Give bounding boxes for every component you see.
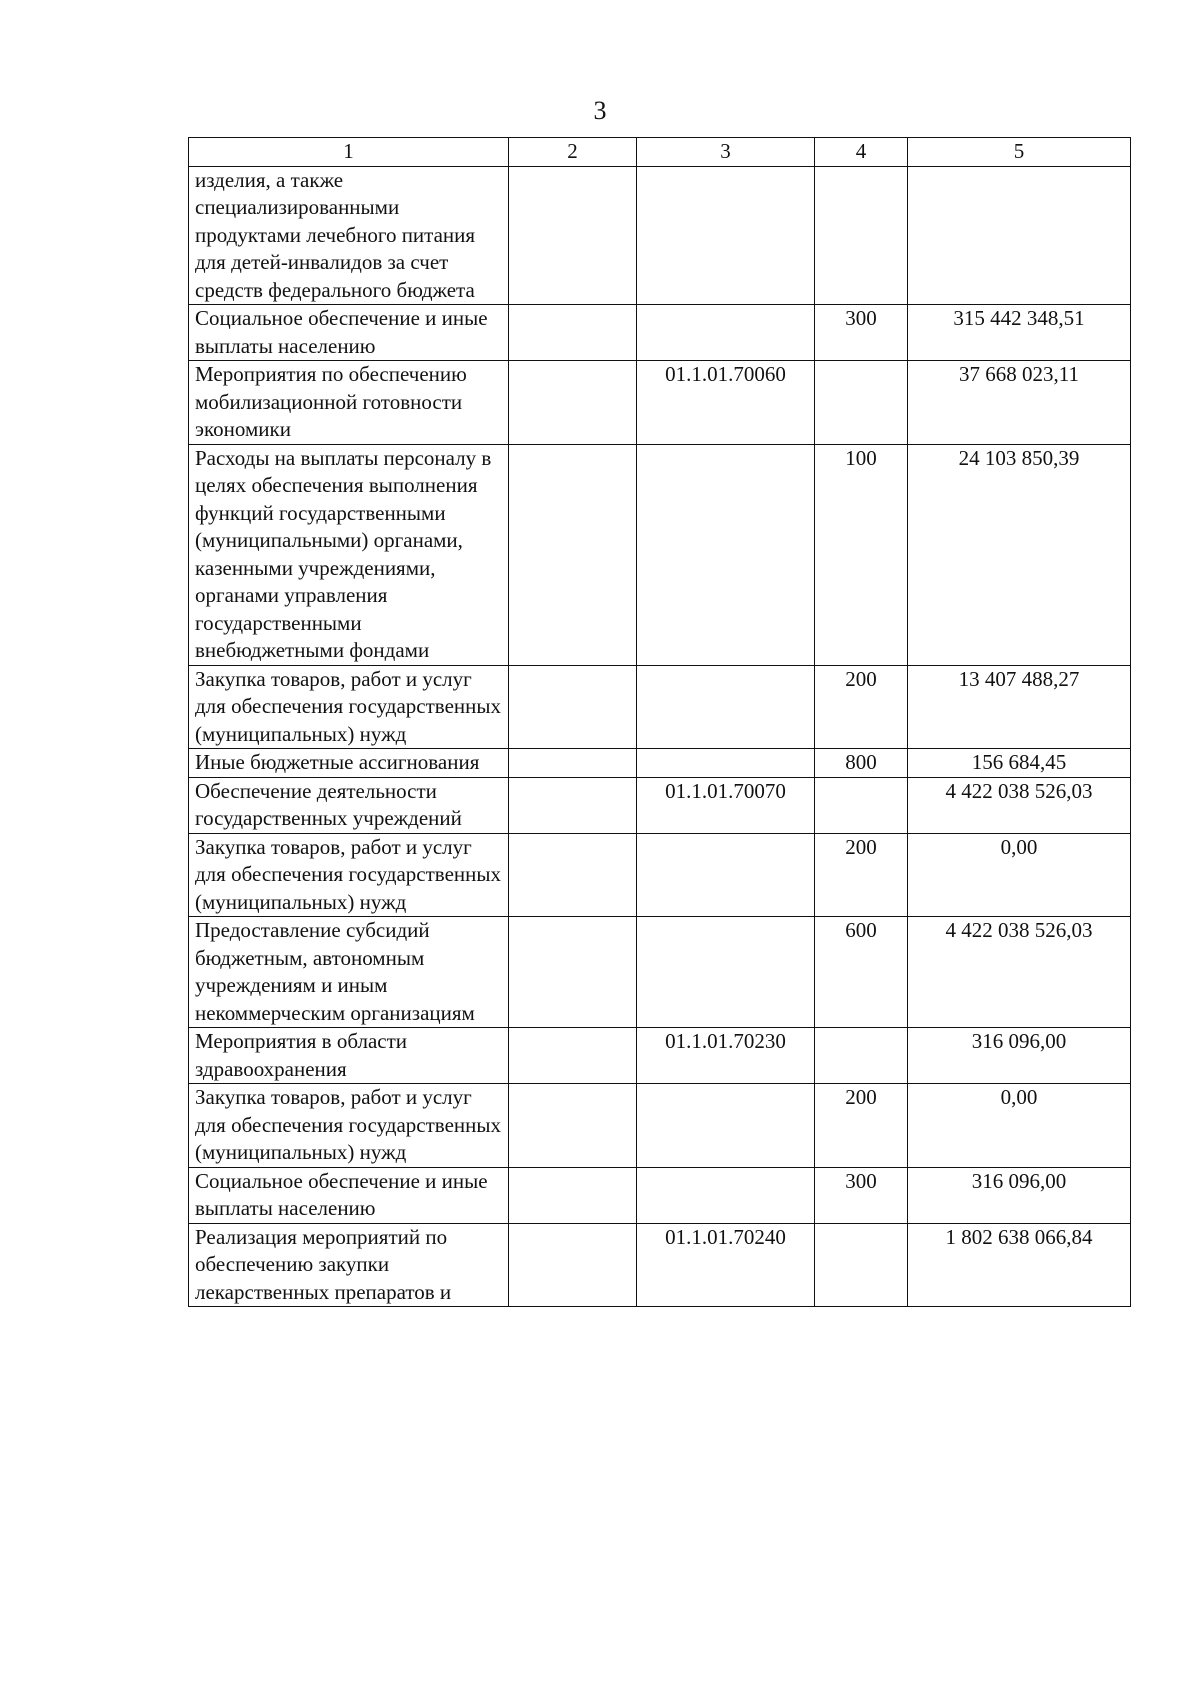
- row-amount-cell: 4 422 038 526,03: [908, 777, 1131, 833]
- row-code-cell: 01.1.01.70060: [637, 361, 815, 445]
- row-name-cell: Закупка товаров, работ и услуг для обеспечения государственных (муниципальных) нужд: [189, 833, 509, 917]
- row-name-cell: изделия, а также специализированными продуктами лечебного питания для детей-инвалидов за счет средств федерального бюджета: [189, 166, 509, 305]
- table-header: [189, 138, 1131, 167]
- row-amount-cell: 37 668 023,11: [908, 361, 1131, 445]
- row-amount-cell: 1 802 638 066,84: [908, 1223, 1131, 1307]
- row-name-cell: Социальное обеспечение и иные выплаты населению: [189, 305, 509, 361]
- row-name-cell: Обеспечение деятельности государственных учреждений: [189, 777, 509, 833]
- row-amount-cell: [908, 166, 1131, 305]
- row-name-cell: Предоставление субсидий бюджетным, автономным учреждениям и иным некоммерческим организациям: [189, 917, 509, 1028]
- row-type-cell: 300: [815, 1167, 908, 1223]
- row-type-cell: 300: [815, 305, 908, 361]
- row-type-cell: 800: [815, 749, 908, 778]
- row-col2-cell: [509, 1084, 637, 1168]
- table-row: [189, 305, 1131, 361]
- row-code-cell: [637, 444, 815, 665]
- row-code-cell: [637, 833, 815, 917]
- row-code-cell: [637, 749, 815, 778]
- row-col2-cell: [509, 917, 637, 1028]
- row-type-cell: [815, 777, 908, 833]
- row-amount-cell: 316 096,00: [908, 1028, 1131, 1084]
- row-col2-cell: [509, 1028, 637, 1084]
- row-col2-cell: [509, 1223, 637, 1307]
- table-row: [189, 833, 1131, 917]
- table-row: [189, 166, 1131, 305]
- row-code-cell: [637, 305, 815, 361]
- row-name-cell: Закупка товаров, работ и услуг для обеспечения государственных (муниципальных) нужд: [189, 1084, 509, 1168]
- row-col2-cell: [509, 665, 637, 749]
- row-name-cell: Социальное обеспечение и иные выплаты населению: [189, 1167, 509, 1223]
- table-row: [189, 444, 1131, 665]
- row-amount-cell: 315 442 348,51: [908, 305, 1131, 361]
- table-row: [189, 1167, 1131, 1223]
- table-row: [189, 749, 1131, 778]
- column-header-4: 4: [815, 138, 908, 167]
- page-number: 3: [593, 96, 607, 125]
- row-col2-cell: [509, 777, 637, 833]
- row-col2-cell: [509, 361, 637, 445]
- column-header-5: 5: [908, 138, 1131, 167]
- row-amount-cell: 0,00: [908, 1084, 1131, 1168]
- budget-table: [188, 137, 1131, 1307]
- row-name-cell: Реализация мероприятий по обеспечению закупки лекарственных препаратов и: [189, 1223, 509, 1307]
- row-type-cell: 100: [815, 444, 908, 665]
- table-row: [189, 777, 1131, 833]
- row-type-cell: [815, 1223, 908, 1307]
- row-name-cell: Закупка товаров, работ и услуг для обеспечения государственных (муниципальных) нужд: [189, 665, 509, 749]
- column-header-2: 2: [509, 138, 637, 167]
- row-name-cell: Расходы на выплаты персоналу в целях обеспечения выполнения функций государственными (муниципальными) органами, казенными учреждениями, органами управления государственными внебюджетными фондами: [189, 444, 509, 665]
- row-code-cell: [637, 1167, 815, 1223]
- row-col2-cell: [509, 1167, 637, 1223]
- row-name-cell: Иные бюджетные ассигнования: [189, 749, 509, 778]
- row-type-cell: 200: [815, 665, 908, 749]
- row-code-cell: 01.1.01.70230: [637, 1028, 815, 1084]
- row-code-cell: [637, 1084, 815, 1168]
- row-col2-cell: [509, 833, 637, 917]
- row-amount-cell: 156 684,45: [908, 749, 1131, 778]
- row-amount-cell: 0,00: [908, 833, 1131, 917]
- table-row: [189, 1028, 1131, 1084]
- table-row: [189, 917, 1131, 1028]
- row-amount-cell: 13 407 488,27: [908, 665, 1131, 749]
- table-row: [189, 1223, 1131, 1307]
- table-row: [189, 361, 1131, 445]
- row-amount-cell: 4 422 038 526,03: [908, 917, 1131, 1028]
- row-type-cell: 200: [815, 833, 908, 917]
- row-code-cell: 01.1.01.70240: [637, 1223, 815, 1307]
- table-row: [189, 1084, 1131, 1168]
- row-type-cell: [815, 1028, 908, 1084]
- column-header-1: 1: [189, 138, 509, 167]
- row-code-cell: [637, 665, 815, 749]
- row-code-cell: [637, 166, 815, 305]
- row-col2-cell: [509, 749, 637, 778]
- row-col2-cell: [509, 444, 637, 665]
- row-code-cell: [637, 917, 815, 1028]
- row-col2-cell: [509, 305, 637, 361]
- row-amount-cell: 316 096,00: [908, 1167, 1131, 1223]
- row-amount-cell: 24 103 850,39: [908, 444, 1131, 665]
- row-type-cell: 200: [815, 1084, 908, 1168]
- row-type-cell: [815, 361, 908, 445]
- row-type-cell: 600: [815, 917, 908, 1028]
- header-row: [189, 138, 1131, 167]
- column-header-3: 3: [637, 138, 815, 167]
- row-type-cell: [815, 166, 908, 305]
- table-body: [189, 166, 1131, 1307]
- row-name-cell: Мероприятия в области здравоохранения: [189, 1028, 509, 1084]
- table-row: [189, 665, 1131, 749]
- row-col2-cell: [509, 166, 637, 305]
- row-name-cell: Мероприятия по обеспечению мобилизационной готовности экономики: [189, 361, 509, 445]
- row-code-cell: 01.1.01.70070: [637, 777, 815, 833]
